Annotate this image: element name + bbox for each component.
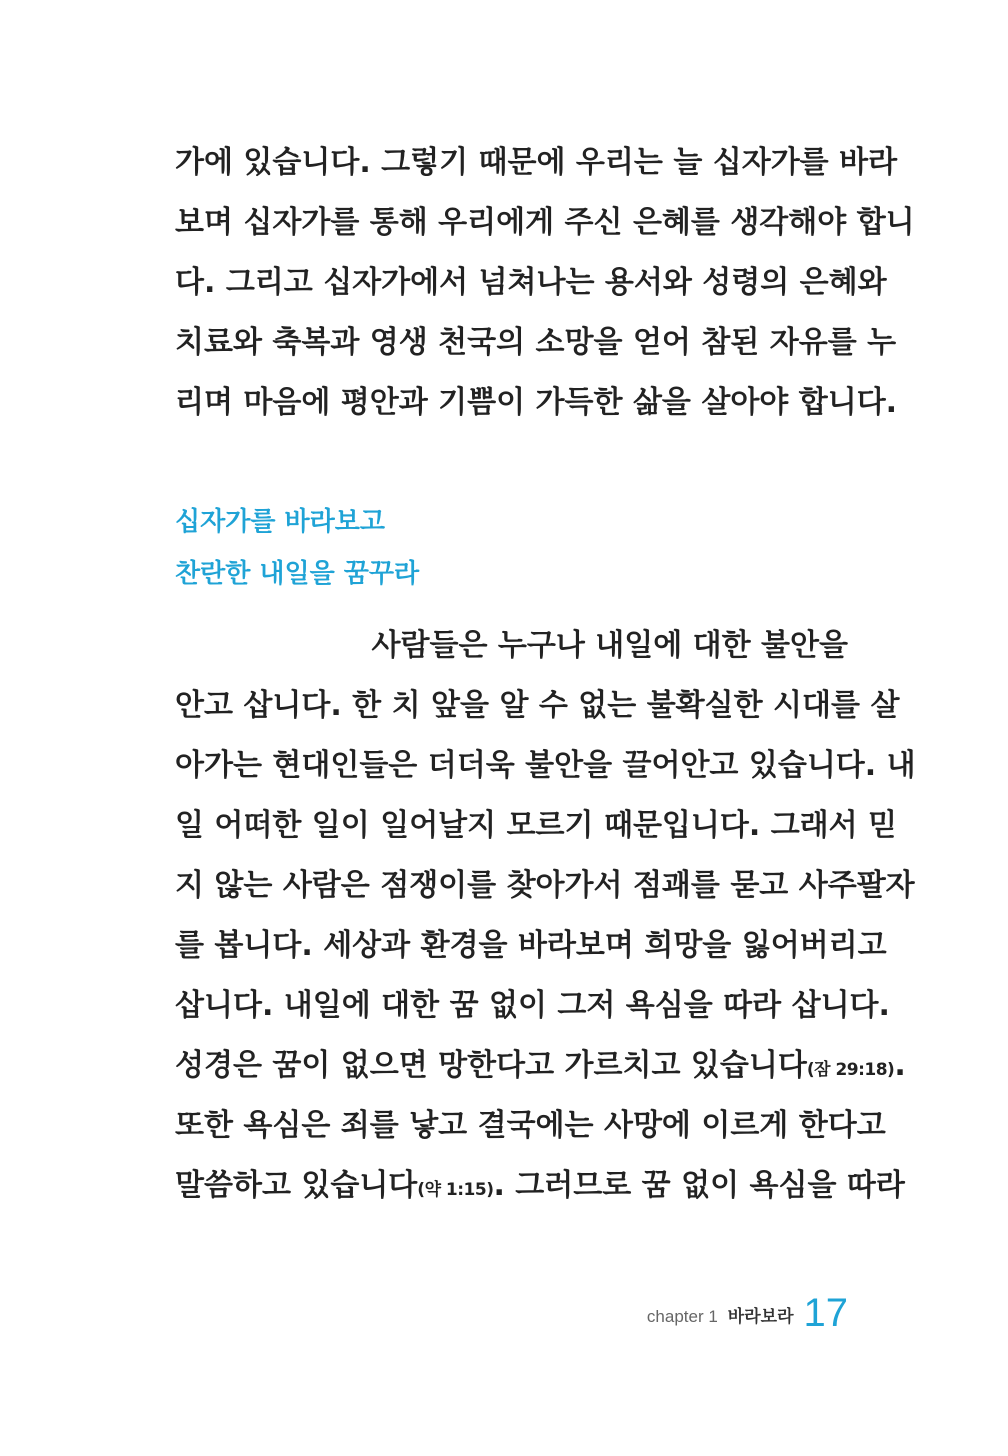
chapter-label: chapter 1 bbox=[646, 1307, 718, 1326]
body-text-line: 다. 그리고 십자가에서 넘쳐나는 용서와 성령의 은혜와 bbox=[175, 265, 887, 300]
body-text-first-line: 사람들은 누구나 내일에 대한 불안을 bbox=[371, 628, 848, 663]
page-footer bbox=[647, 1293, 848, 1333]
body-text-line: 를 봅니다. 세상과 환경을 바라보며 희망을 잃어버리고 bbox=[175, 928, 887, 963]
page-number: 17 bbox=[803, 1291, 848, 1335]
body-text-line: 지 않는 사람은 점쟁이를 찾아가서 점괘를 묻고 사주팔자 bbox=[175, 868, 915, 903]
body-text-segment: . 그러므로 꿈 없이 욕심을 따라 bbox=[493, 1168, 905, 1203]
body-text-line: 일 어떠한 일이 일어날지 모르기 때문입니다. 그래서 믿 bbox=[175, 808, 898, 843]
body-text-line: 아가는 현대인들은 더더욱 불안을 끌어안고 있습니다. 내 bbox=[175, 748, 916, 783]
body-text-line: 보며 십자가를 통해 우리에게 주신 은혜를 생각해야 합니 bbox=[175, 205, 915, 240]
body-text-line: 또한 욕심은 죄를 낳고 결국에는 사망에 이르게 한다고 bbox=[175, 1108, 886, 1143]
scripture-reference: (잠 29:18) bbox=[806, 1060, 895, 1080]
body-text-line: 치료와 축복과 영생 천국의 소망을 얻어 참된 자유를 누 bbox=[175, 325, 897, 360]
body-text-segment: 말씀하고 있습니다 bbox=[175, 1168, 418, 1203]
chapter-title: 바라보라 bbox=[727, 1307, 794, 1327]
body-text-segment: 성경은 꿈이 없으면 망한다고 가르치고 있습니다 bbox=[175, 1048, 807, 1083]
body-text-line: 리며 마음에 평안과 기쁨이 가득한 삶을 살아야 합니다. bbox=[175, 385, 898, 420]
body-text-segment: . bbox=[894, 1048, 906, 1083]
body-text-line-with-reference bbox=[175, 1046, 906, 1086]
scripture-reference: (약 1:15) bbox=[417, 1180, 494, 1200]
body-text-line: 삽니다. 내일에 대한 꿈 없이 그저 욕심을 따라 삽니다. bbox=[175, 988, 890, 1023]
body-text-line: 가에 있습니다. 그렇기 때문에 우리는 늘 십자가를 바라 bbox=[175, 145, 898, 180]
body-text-line-with-reference bbox=[175, 1166, 905, 1206]
section-heading-line-2: 찬란한 내일을 꿈꾸라 bbox=[175, 559, 420, 589]
body-text-line: 안고 삽니다. 한 치 앞을 알 수 없는 불확실한 시대를 살 bbox=[175, 688, 900, 723]
section-heading-line-1: 십자가를 바라보고 bbox=[175, 507, 385, 537]
